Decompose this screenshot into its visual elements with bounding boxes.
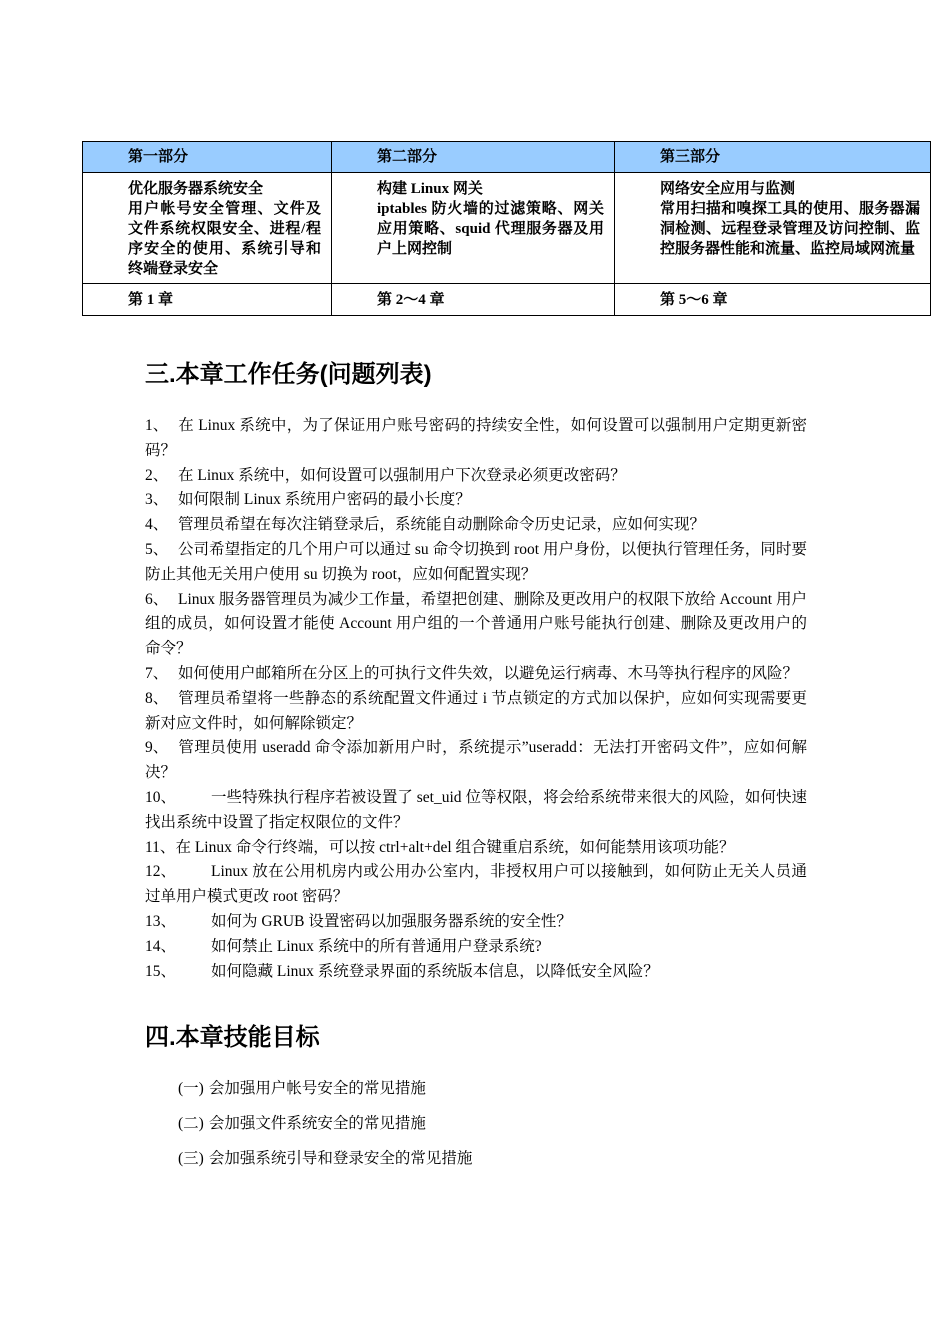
table-content-cell xyxy=(615,173,931,284)
part-description: iptables 防火墙的过滤策略、网关应用策略、squid 代理服务器及用户上网控制 xyxy=(377,201,604,257)
question-item: 3、 如何限制 Linux 系统用户密码的最小长度？ xyxy=(145,491,471,509)
question-list xyxy=(145,414,807,984)
question-item: 4、 管理员希望在每次注销登录后，系统能自动删除命令历史记录，应如何实现？ xyxy=(145,516,706,534)
question-item: 14、 如何禁止 Linux 系统中的所有普通用户登录系统? xyxy=(145,937,542,955)
question-item: 15、 如何隐藏 Linux 系统登录界面的系统版本信息，以降低安全风险？ xyxy=(145,962,659,980)
question-item: 13、 如何为 GRUB 设置密码以加强服务器系统的安全性？ xyxy=(145,912,572,930)
question-item: 12、 Linux 放在公用机房内或公用办公室内，非授权用户可以接触到，如何防止无关人员通过单用户模式更改 root 密码？ xyxy=(145,863,807,906)
question-item: 9、 管理员使用 useradd 命令添加新用户时，系统提示”useradd：无法打开密码文件”，应如何解决？ xyxy=(145,739,807,782)
table-header-cell: 第三部分 xyxy=(615,142,931,173)
question-item: 5、 公司希望指定的几个用户可以通过 su 命令切换到 root 用户身份，以便执行管理任务，同时要防止其他无关用户使用 su 切换为 root，应如何配置实现？ xyxy=(145,540,807,583)
table-chapter-cell: 第 2～4 章 xyxy=(332,284,615,316)
table-header-cell: 第一部分 xyxy=(83,142,332,173)
part-title: 网络安全应用与监测 xyxy=(660,181,796,197)
part-description: 常用扫描和嗅探工具的使用、服务器漏洞检测、远程登录管理及访问控制、监控服务器性能和流量、监控局域网流量 xyxy=(660,201,920,257)
table-content-row xyxy=(83,173,931,284)
question-item: 6、 Linux 服务器管理员为减少工作量，希望把创建、删除及更改用户的权限下放给 Account 用户组的成员，如何设置才能使 Account 用户组的一个普通用户账号能执行创建、删除及更改用户的命令？ xyxy=(145,590,807,658)
section-title-skills: 四.本章技能目标 xyxy=(145,1024,320,1051)
table-chapter-cell: 第 1 章 xyxy=(83,284,332,316)
question-item: 7、 如何使用户邮箱所在分区上的可执行文件失效，以避免运行病毒、木马等执行程序的风险？ xyxy=(145,664,799,682)
section-title-tasks: 三.本章工作任务(问题列表) xyxy=(145,361,432,388)
part-title: 优化服务器系统安全 xyxy=(128,181,264,197)
skill-item: (二) 会加强文件系统安全的常见措施 xyxy=(178,1115,426,1132)
question-item: 11、在 Linux 命令行终端，可以按 ctrl+alt+del 组合键重启系统，如何能禁用该项功能？ xyxy=(145,838,735,856)
skill-item: (一) 会加强用户帐号安全的常见措施 xyxy=(178,1080,426,1097)
part-title: 构建 Linux 网关 xyxy=(377,181,483,197)
skill-item: (三) 会加强系统引导和登录安全的常见措施 xyxy=(178,1150,473,1167)
question-item: 8、 管理员希望将一些静态的系统配置文件通过 i 节点锁定的方式加以保护，应如何实现需要更新对应文件时，如何解除锁定？ xyxy=(145,689,807,732)
table-content-cell xyxy=(332,173,615,284)
question-item: 1、 在 Linux 系统中，为了保证用户账号密码的持续安全性，如何设置可以强制用户定期更新密码？ xyxy=(145,417,807,459)
question-item: 10、 一些特殊执行程序若被设置了 set_uid 位等权限，将会给系统带来很大的风险，如何快速找出系统中设置了指定权限位的文件？ xyxy=(145,788,807,831)
table-chapter-cell: 第 5～6 章 xyxy=(615,284,931,316)
question-item: 2、 在 Linux 系统中，如何设置可以强制用户下次登录必须更改密码？ xyxy=(145,466,626,484)
table-header-row xyxy=(83,142,931,173)
part-description: 用户帐号安全管理、文件及文件系统权限安全、进程/程序安全的使用、系统引导和终端登录安全 xyxy=(128,201,321,277)
table-chapter-row xyxy=(83,284,931,316)
table-header-cell: 第二部分 xyxy=(332,142,615,173)
table-content-cell xyxy=(83,173,332,284)
skill-list xyxy=(178,1076,472,1181)
overview-table xyxy=(82,141,931,316)
